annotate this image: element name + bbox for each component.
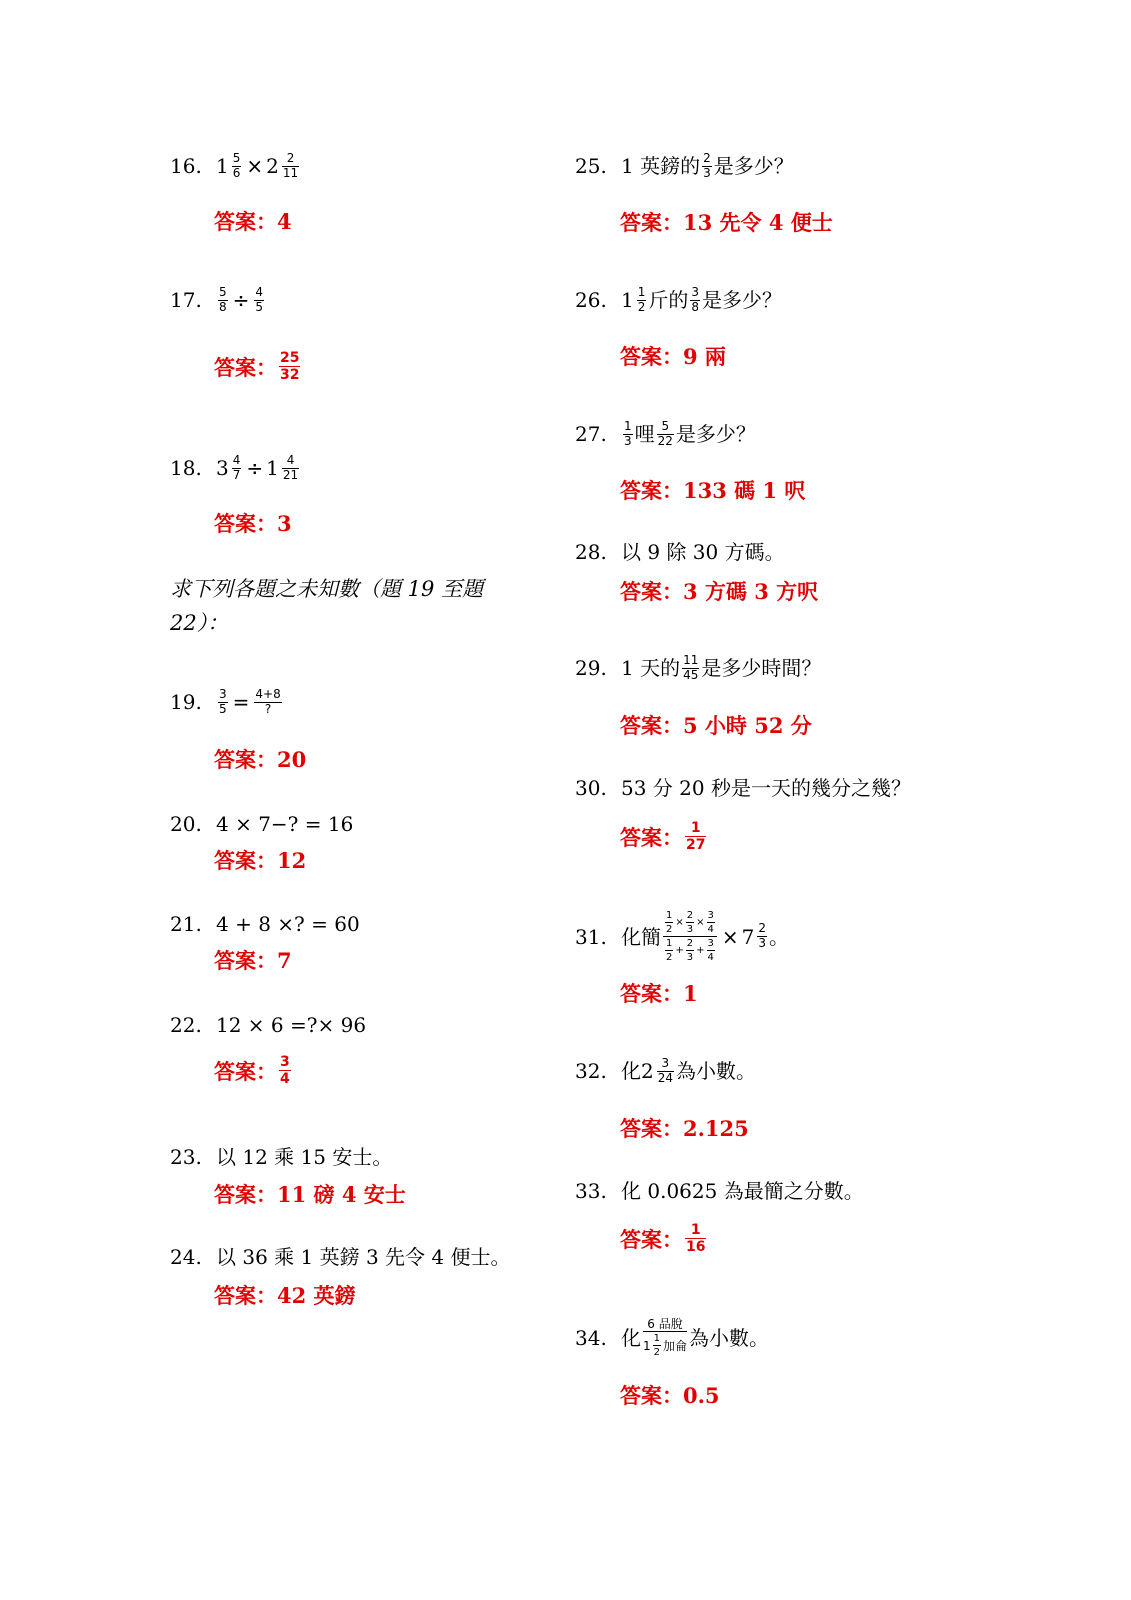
fraction (218, 688, 228, 717)
numerator: 3 (707, 910, 714, 921)
question-text: 化 (621, 1326, 641, 1350)
answer-34 (620, 1380, 720, 1410)
question-text: 以 9 除 30 方碼。 (621, 540, 785, 564)
question-number: 32. (575, 1059, 607, 1084)
question-text: 為小數。 (689, 1326, 770, 1350)
denominator: 6 (232, 165, 241, 180)
denominator: 8 (219, 299, 227, 314)
denominator: 27 (686, 837, 706, 854)
question-text: 1 英鎊的 (621, 154, 701, 179)
fraction (653, 1333, 661, 1358)
answer-label: 答案： (620, 1116, 683, 1141)
whole-part: 3 (216, 456, 229, 481)
answer-23 (214, 1179, 406, 1209)
question-number: 22. (170, 1013, 202, 1037)
denominator: 4 (280, 1071, 290, 1088)
question-number: 27. (575, 422, 607, 447)
question-text: 1 天的 (621, 656, 681, 681)
question-number: 21. (170, 912, 202, 936)
denominator: 3 (758, 936, 767, 950)
question-number: 34. (575, 1326, 607, 1350)
answer-fraction (279, 350, 300, 383)
answer-fraction (685, 820, 706, 853)
denominator: 8 (691, 299, 700, 314)
question-16 (170, 152, 301, 181)
expression: 4 + 8 ×? = 60 (216, 912, 360, 936)
fraction (690, 286, 700, 315)
question-text: 哩 (634, 422, 655, 447)
answer-label: 答案： (620, 478, 683, 503)
complex-denominator (643, 1333, 687, 1358)
answer-16 (214, 206, 292, 236)
answer-value: 1 (683, 980, 698, 1006)
numerator: 1 (690, 820, 701, 836)
fraction (707, 938, 715, 963)
answer-24 (214, 1280, 356, 1310)
denominator: 3 (686, 952, 694, 963)
operator: × (246, 154, 264, 179)
question-text: 是多少？ (702, 288, 783, 313)
question-number: 30. (575, 776, 607, 800)
question-text: 化 0.0625 為最簡之分數。 (621, 1179, 864, 1203)
question-25 (575, 152, 794, 181)
denominator: 32 (280, 367, 300, 384)
question-30 (575, 778, 911, 798)
denominator: 5 (219, 701, 227, 716)
question-number: 24. (170, 1245, 202, 1269)
operator: ÷ (232, 288, 250, 313)
question-27 (575, 420, 756, 449)
denominator: 2 (653, 1347, 661, 1358)
denominator: 2 (666, 952, 673, 963)
denominator: 21 (282, 467, 299, 482)
expression: 12 × 6 =?× 96 (216, 1013, 367, 1037)
answer-fraction (279, 1054, 291, 1087)
answer-label: 答案： (214, 848, 277, 873)
question-34 (575, 1318, 769, 1358)
numerator: 1 (666, 910, 673, 921)
numerator: 2 (286, 151, 295, 165)
fraction (657, 1057, 674, 1086)
question-number: 29. (575, 656, 607, 681)
answer-value: 20 (277, 746, 307, 772)
answer-value: 42 英鎊 (277, 1283, 356, 1308)
answer-32 (620, 1113, 749, 1143)
question-number: 18. (170, 456, 202, 481)
answer-label: 答案： (214, 1058, 277, 1084)
denominator: 2 (637, 299, 646, 314)
fraction (707, 910, 715, 935)
answer-17 (214, 350, 302, 383)
numerator: 5 (232, 151, 241, 165)
question-number: 26. (575, 288, 607, 313)
question-text: 是多少時間？ (701, 656, 822, 681)
answer-21 (214, 945, 292, 975)
numerator: 1 (624, 419, 632, 433)
answer-label: 答案： (620, 713, 683, 738)
fraction (232, 454, 242, 483)
whole-part: 1 (621, 288, 634, 313)
answer-label: 答案： (214, 1182, 277, 1207)
fraction (702, 152, 712, 181)
question-20 (170, 814, 353, 834)
denominator: 45 (683, 667, 699, 682)
numerator: 3 (691, 285, 700, 299)
numerator: 3 (219, 687, 227, 701)
fraction (665, 938, 673, 963)
numerator: 2 (686, 938, 694, 949)
fraction (282, 454, 299, 483)
fraction (218, 286, 228, 315)
denominator: ? (264, 701, 272, 716)
answer-30 (620, 820, 708, 853)
whole-part: 2 (266, 154, 279, 179)
answer-label: 答案： (214, 209, 277, 234)
denominator: 5 (255, 299, 264, 314)
numerator: 4+8 (255, 687, 281, 701)
denominator: 22 (657, 433, 673, 448)
answer-label: 答案： (620, 1226, 683, 1252)
numerator: 4 (286, 453, 295, 467)
denominator: 2 (666, 924, 673, 935)
answer-value: 13 先令 4 便士 (683, 210, 833, 235)
question-18 (170, 454, 301, 483)
question-number: 23. (170, 1145, 202, 1169)
answer-label: 答案： (620, 579, 683, 604)
answer-value: 3 (277, 510, 292, 536)
answer-20 (214, 845, 306, 875)
numerator: 2 (686, 910, 694, 921)
numerator: 3 (661, 1056, 670, 1070)
answer-18 (214, 508, 292, 538)
operator: × (721, 924, 739, 949)
numerator: 11 (683, 653, 699, 667)
answer-value: 9 兩 (683, 344, 726, 369)
numerator: 4 (232, 453, 241, 467)
answer-label: 答案： (214, 948, 277, 973)
answer-19 (214, 744, 306, 774)
answer-label: 答案： (620, 981, 683, 1006)
numerator: 3 (707, 938, 714, 949)
question-text: 。 (769, 924, 790, 949)
fraction (657, 420, 674, 449)
fraction (282, 152, 299, 181)
answer-value: 12 (277, 847, 307, 873)
whole-part: 7 (741, 924, 755, 949)
question-number: 33. (575, 1179, 607, 1203)
question-21 (170, 914, 360, 934)
question-text: 是多少？ (713, 154, 794, 179)
denominator: 24 (657, 1070, 674, 1085)
whole-part: 1 (643, 1338, 651, 1353)
question-29 (575, 654, 821, 683)
question-number: 31. (575, 924, 607, 949)
question-32 (575, 1057, 756, 1086)
question-33 (575, 1181, 864, 1201)
denominator: 4 (707, 924, 714, 935)
complex-fraction (643, 1318, 687, 1358)
answer-31 (620, 978, 698, 1008)
numerator: 5 (661, 419, 670, 433)
answer-29 (620, 710, 812, 740)
answer-27 (620, 475, 805, 505)
numerator: 1 (637, 285, 646, 299)
question-31 (575, 910, 789, 963)
complex-numerator (663, 910, 717, 935)
question-17 (170, 286, 266, 315)
whole-part: 1 (266, 456, 279, 481)
answer-value: 2.125 (683, 1115, 749, 1141)
answer-label: 答案： (214, 354, 277, 380)
answer-25 (620, 207, 833, 237)
answer-label: 答案： (214, 747, 277, 772)
answer-value: 3 方碼 3 方呎 (683, 579, 819, 604)
fraction (637, 286, 647, 315)
operator: + (696, 944, 705, 956)
operator: ÷ (246, 456, 264, 481)
denominator: 4 (707, 952, 714, 963)
question-23 (170, 1147, 392, 1167)
answer-33 (620, 1222, 708, 1255)
question-text: 以 36 乘 1 英鎊 3 先令 4 便士。 (216, 1245, 511, 1269)
fraction (686, 910, 694, 935)
question-24 (170, 1247, 510, 1267)
question-19 (170, 688, 284, 717)
answer-value: 0.5 (683, 1382, 720, 1408)
answer-value: 4 (277, 208, 292, 234)
question-number: 28. (575, 540, 607, 564)
operator: × (675, 916, 684, 928)
question-text: 斤的 (648, 288, 689, 313)
numerator: 2 (703, 151, 711, 165)
equals-sign: = (232, 690, 250, 715)
unit: 加侖 (663, 1338, 688, 1353)
answer-value: 5 小時 52 分 (683, 713, 812, 738)
numerator: 25 (280, 350, 300, 366)
question-text: 化 (621, 1059, 641, 1084)
question-text: 化簡 (621, 924, 661, 949)
expression: 4 × 7−? = 16 (216, 812, 354, 836)
question-text: 為小數。 (676, 1059, 757, 1084)
answer-label: 答案： (620, 344, 683, 369)
fraction (254, 688, 281, 717)
question-number: 19. (170, 690, 202, 715)
numerator: 2 (758, 921, 767, 936)
question-28 (575, 542, 785, 562)
answer-26 (620, 341, 726, 371)
fraction (757, 922, 767, 951)
question-number: 16. (170, 154, 202, 179)
denominator: 3 (624, 433, 632, 448)
question-22 (170, 1015, 366, 1035)
numerator: 5 (219, 285, 227, 299)
question-text: 是多少？ (675, 422, 756, 447)
question-number: 20. (170, 812, 202, 836)
operator: × (696, 916, 705, 928)
numerator: 1 (690, 1222, 701, 1238)
fraction (254, 286, 264, 315)
answer-label: 答案： (620, 210, 683, 235)
numerator: 4 (255, 285, 264, 299)
fraction (232, 152, 242, 181)
section-heading: 求下列各題之未知數（題 19 至題 22）： (170, 577, 484, 635)
fraction (665, 910, 673, 935)
question-number: 25. (575, 154, 607, 179)
complex-fraction (663, 910, 717, 963)
answer-28 (620, 576, 818, 606)
numerator: 1 (666, 938, 673, 949)
question-26 (575, 286, 782, 315)
answer-22 (214, 1054, 293, 1087)
answer-fraction (685, 1222, 706, 1255)
answer-label: 答案： (214, 511, 277, 536)
answer-value: 11 磅 4 安士 (277, 1182, 406, 1207)
operator: + (675, 944, 684, 956)
fraction (623, 420, 633, 449)
fraction (686, 938, 694, 963)
answer-value: 7 (277, 947, 292, 973)
denominator: 7 (232, 467, 241, 482)
answer-label: 答案： (620, 1383, 683, 1408)
answer-label: 答案： (620, 824, 683, 850)
denominator: 11 (282, 165, 299, 180)
numerator: 3 (280, 1054, 290, 1070)
answer-value: 133 碼 1 呎 (683, 478, 806, 503)
question-text: 以 12 乘 15 安士。 (216, 1145, 393, 1169)
numerator: 1 (653, 1333, 661, 1344)
fraction (682, 654, 699, 683)
answer-label: 答案： (214, 1283, 277, 1308)
whole-part: 2 (641, 1059, 654, 1084)
denominator: 16 (686, 1239, 706, 1256)
question-text: 53 分 20 秒是一天的幾分之幾？ (621, 776, 911, 800)
question-number: 17. (170, 288, 202, 313)
denominator: 3 (686, 924, 694, 935)
complex-denominator (663, 938, 717, 963)
whole-part: 1 (216, 154, 229, 179)
denominator: 3 (703, 165, 711, 180)
complex-numerator: 6 品脫 (647, 1317, 683, 1331)
